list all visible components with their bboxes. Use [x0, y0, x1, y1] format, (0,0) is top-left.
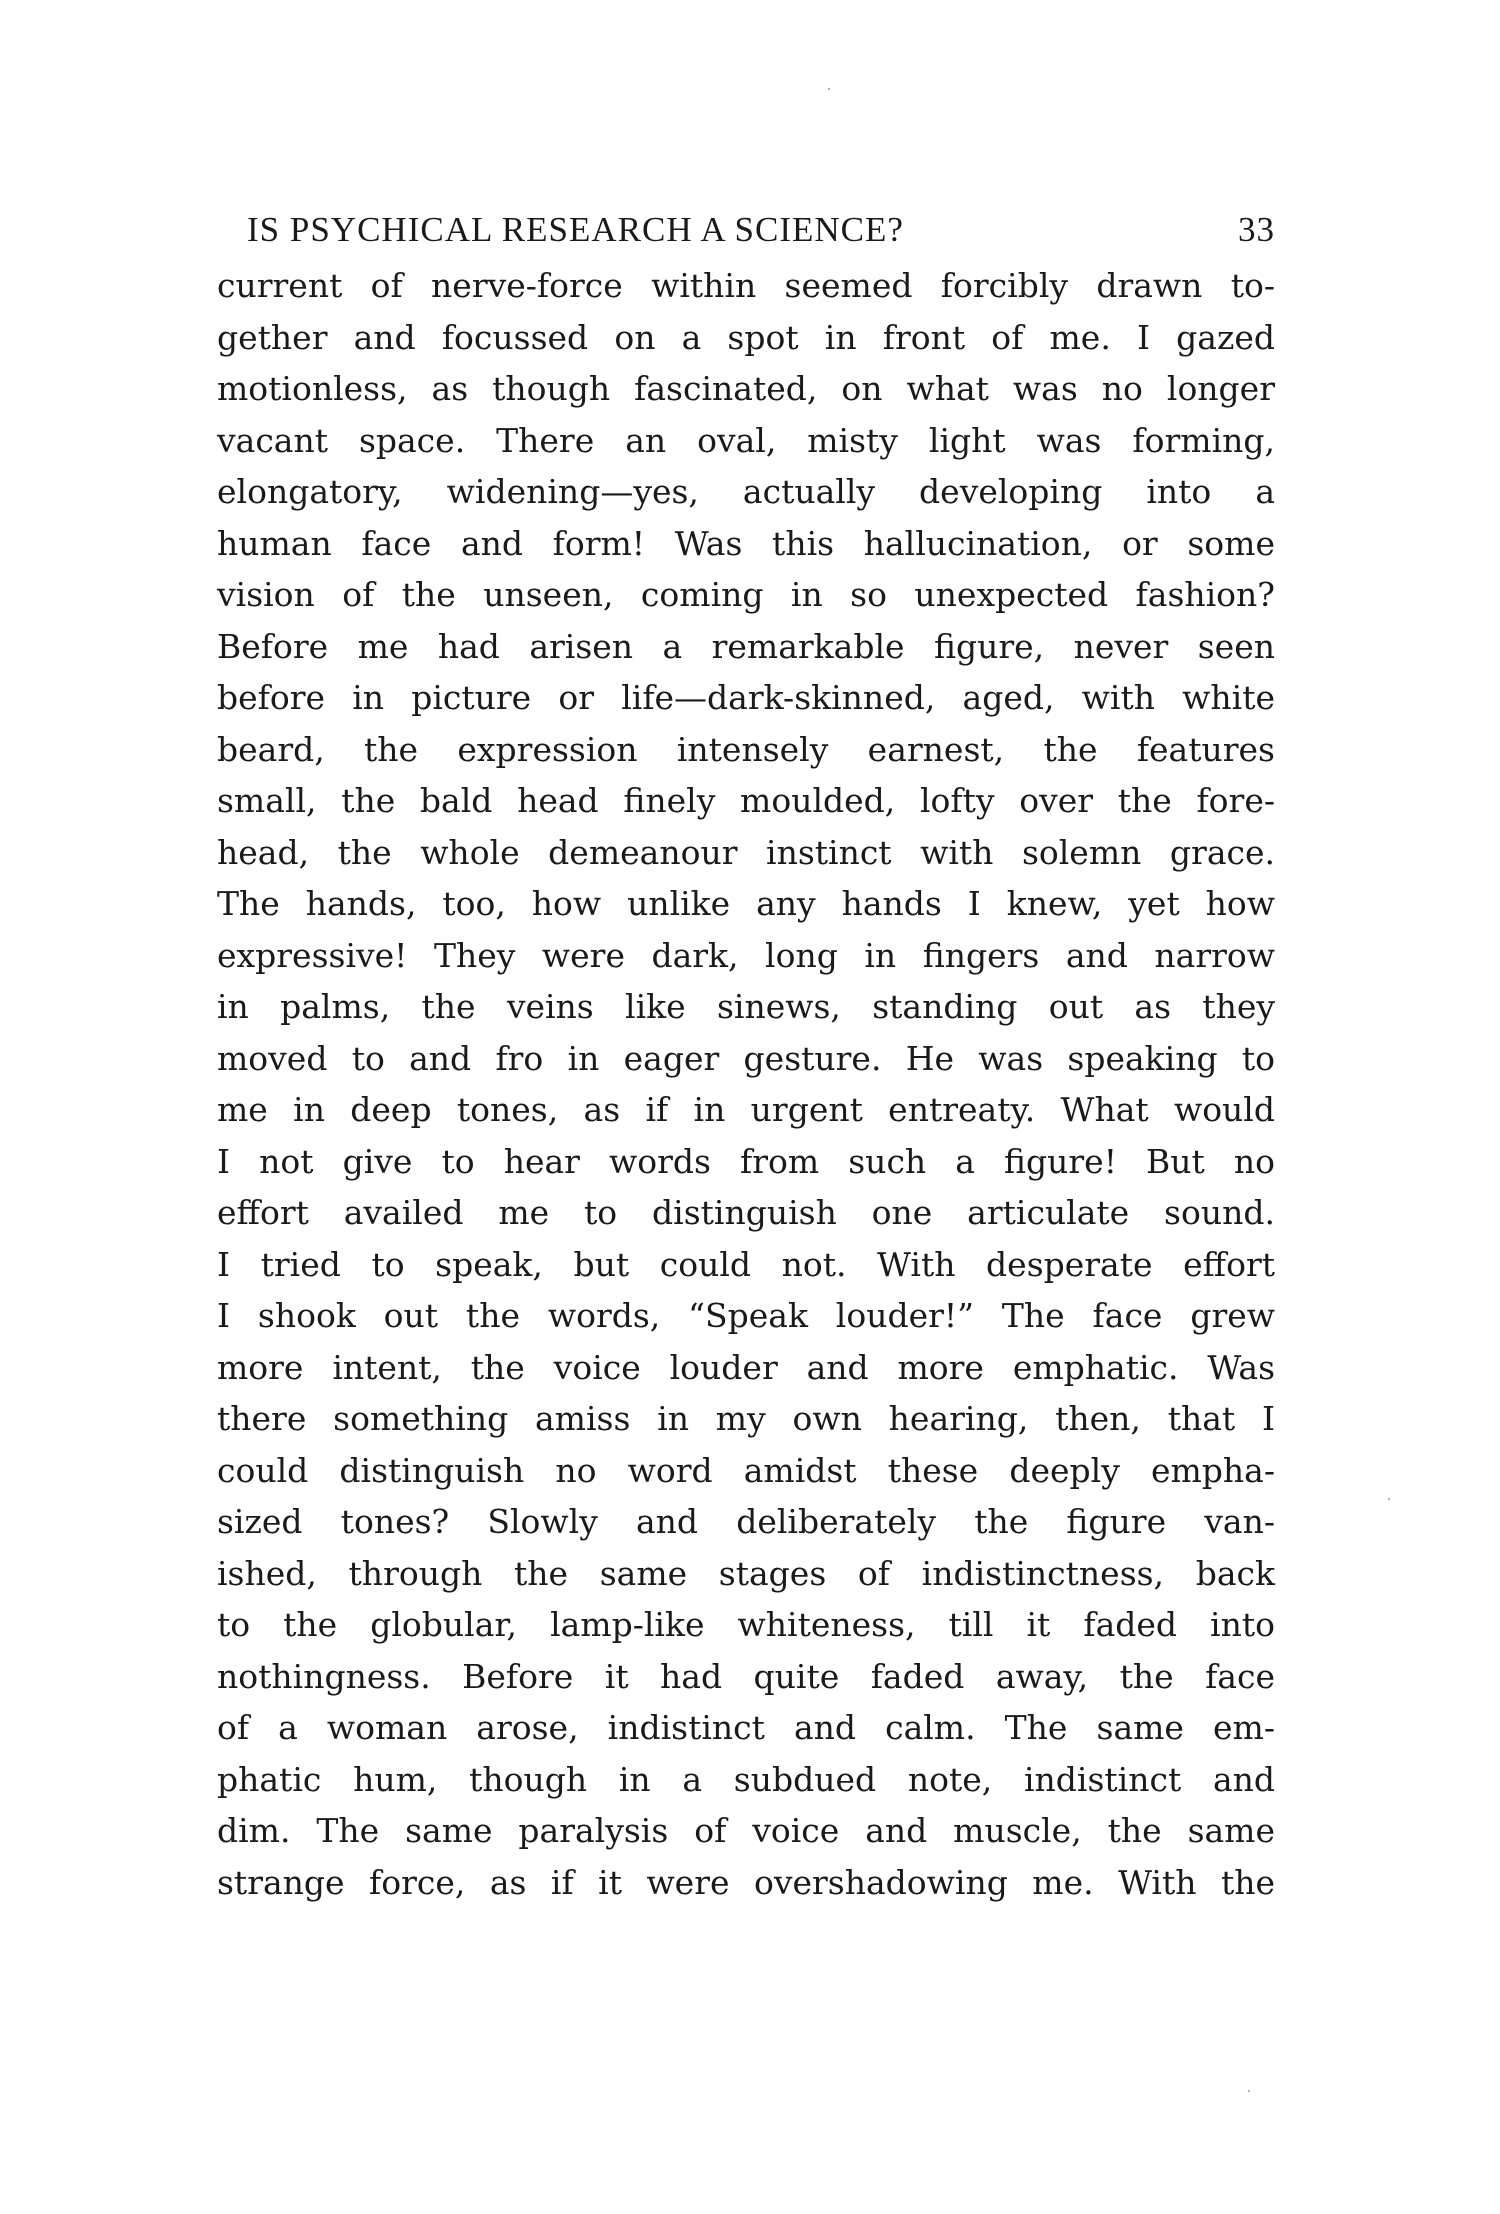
text-line: there something amiss in my own hearing, then, that I — [217, 1399, 1275, 1438]
text-line: elongatory, widening—yes, actually developing into a — [217, 472, 1275, 511]
body-text — [217, 260, 1275, 1908]
text-line: beard, the expression intensely earnest, the features — [217, 729, 1275, 769]
text-line: Before me had arisen a remarkable figure, never seen — [217, 626, 1275, 666]
text-line: strange force, as if it were overshadowing me. With the — [217, 1862, 1275, 1902]
text-line: The hands, too, how unlike any hands I knew, yet how — [217, 884, 1275, 923]
text-line: human face and form! Was this hallucination, or some — [217, 523, 1275, 563]
text-line: expressive! They were dark, long in fingers and narrow — [217, 935, 1275, 975]
text-line: in palms, the veins like sinews, standing out as they — [217, 987, 1275, 1026]
text-line: head, the whole demeanour instinct with solemn grace. — [217, 832, 1275, 872]
text-line: me in deep tones, as if in urgent entreaty. What would — [217, 1090, 1275, 1129]
text-line: more intent, the voice louder and more emphatic. Was — [217, 1347, 1275, 1387]
text-line: effort availed me to distinguish one articulate sound. — [217, 1193, 1275, 1232]
text-line: before in picture or life—dark-skinned, aged, with white — [217, 678, 1275, 717]
text-line: phatic hum, though in a subdued note, indistinct and — [217, 1759, 1275, 1799]
text-line: moved to and fro in eager gesture. He was speaking to — [217, 1038, 1275, 1078]
text-line: of a woman arose, indistinct and calm. The same em- — [217, 1708, 1275, 1747]
running-title: IS PSYCHICAL RESEARCH A SCIENCE? — [247, 210, 904, 249]
text-line: dim. The same paralysis of voice and muscle, the same — [217, 1811, 1275, 1850]
page-number: 33 — [1238, 210, 1275, 249]
text-line: nothingness. Before it had quite faded away, the face — [217, 1656, 1275, 1696]
paper-speck — [828, 88, 830, 90]
paper-speck — [1248, 2090, 1250, 2092]
text-line: vision of the unseen, coming in so unexpected fashion? — [217, 575, 1275, 614]
text-line: current of nerve-force within seemed forcibly drawn to- — [217, 266, 1275, 305]
text-line: to the globular, lamp-like whiteness, till it faded into — [217, 1605, 1275, 1644]
text-line: gether and focussed on a spot in front of me. I gazed — [217, 317, 1275, 357]
running-head — [247, 210, 1275, 260]
text-line: sized tones? Slowly and deliberately the figure van- — [217, 1502, 1275, 1541]
text-line: I shook out the words, “Speak louder!” The face grew — [217, 1296, 1275, 1335]
text-line: I not give to hear words from such a figure! But no — [217, 1141, 1275, 1181]
text-line: vacant space. There an oval, misty light was forming, — [217, 420, 1275, 460]
text-line: motionless, as though fascinated, on what was no longer — [217, 369, 1275, 408]
text-line: I tried to speak, but could not. With desperate effort — [217, 1244, 1275, 1284]
text-line: could distinguish no word amidst these deeply empha- — [217, 1450, 1275, 1490]
paper-speck — [1388, 1498, 1390, 1500]
text-line: small, the bald head finely moulded, lofty over the fore- — [217, 781, 1275, 820]
text-line: ished, through the same stages of indistinctness, back — [217, 1553, 1275, 1593]
